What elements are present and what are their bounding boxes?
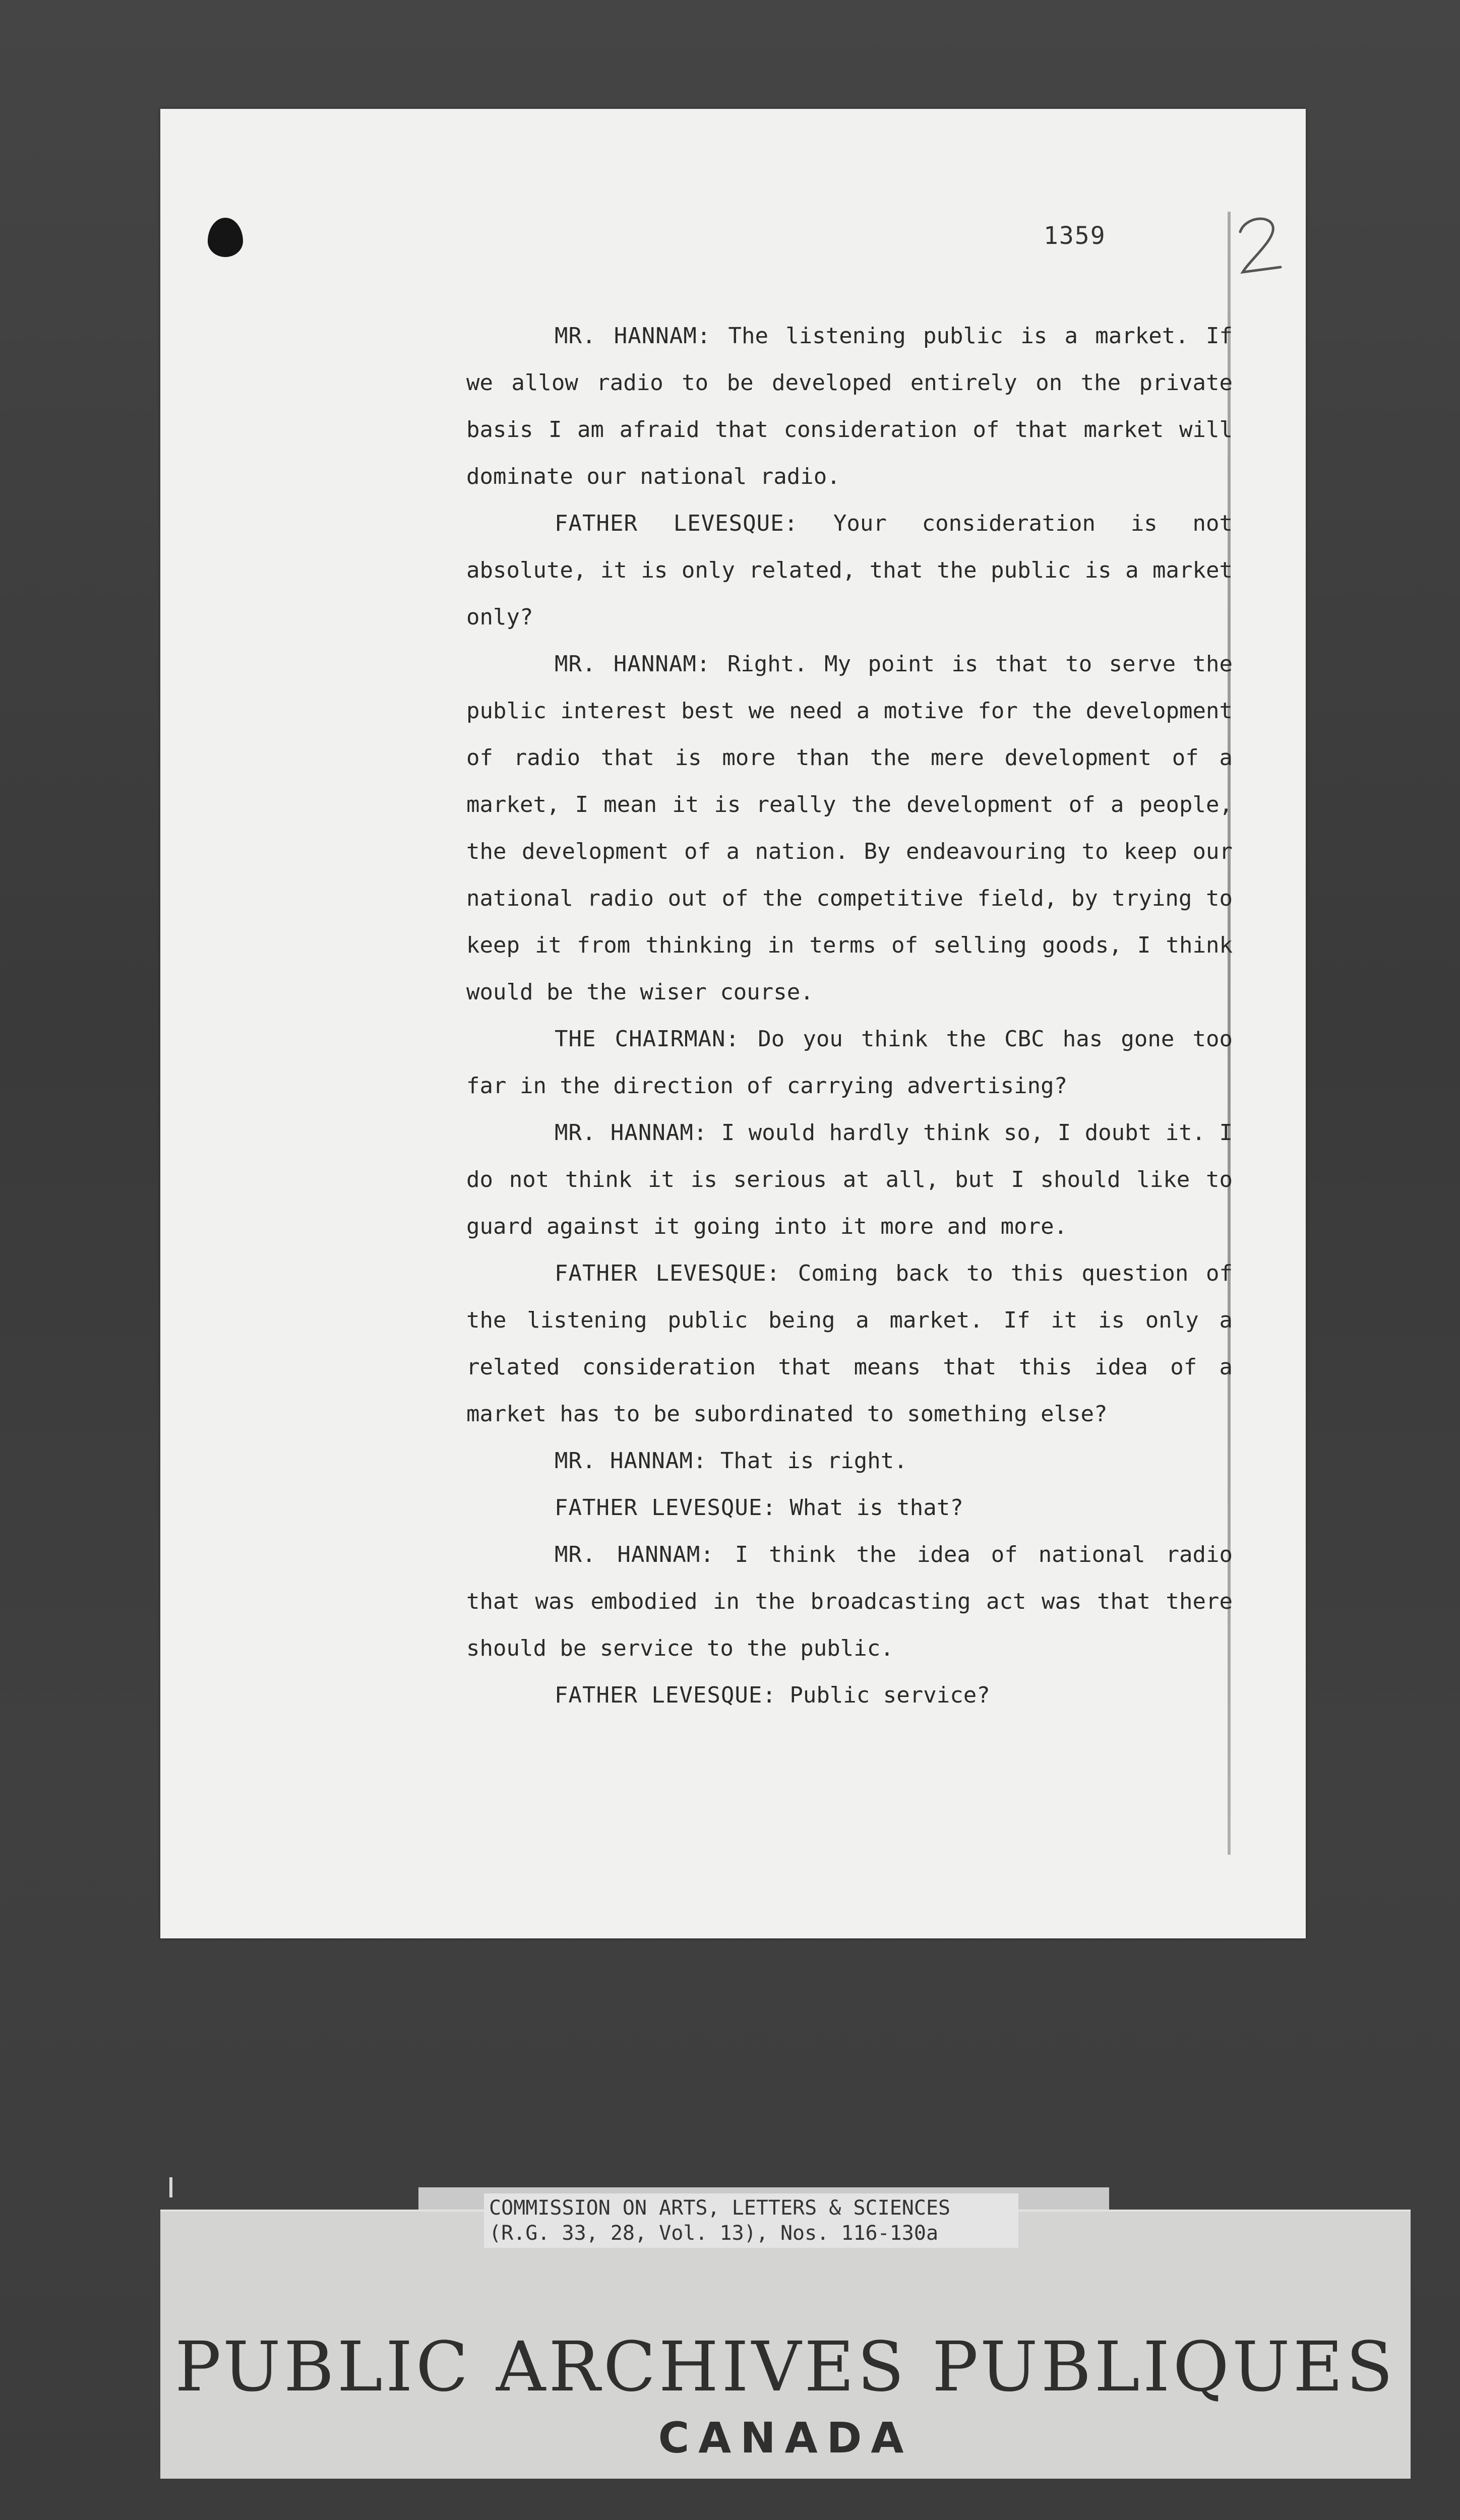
paragraph-text: Do you think the CBC has gone too far in the direction of carrying advertising? xyxy=(466,1026,1233,1099)
paragraph xyxy=(466,1250,1233,1437)
speaker-label: FATHER LEVESQUE: xyxy=(555,511,799,536)
paragraph-text: Right. My point is that to serve the public interest best we need a motive for the development of radio that is more than the mere development of a market, I mean it is really the development of a people, the development of a nation. By endeavouring to keep our national radio out of the competitive field, by trying to keep it from thinking in terms of selling goods, I think would be the wiser course. xyxy=(466,651,1233,1005)
speaker-label: MR. HANNAM: xyxy=(555,1448,707,1474)
handwritten-folio-mark xyxy=(1230,212,1291,282)
archive-country: CANADA xyxy=(658,2413,913,2463)
paragraph xyxy=(466,1484,1233,1531)
paragraph xyxy=(466,1672,1233,1719)
paragraph-text: I think the idea of national radio that was embodied in the broadcasting act was that there should be service to the public. xyxy=(466,1542,1233,1661)
paragraph-text: Coming back to this question of the listening public being a market. If it is only a related consideration that means that this idea of a market has to be subordinated to something else? xyxy=(466,1261,1233,1427)
transcript-body xyxy=(466,312,1233,1719)
speaker-label: MR. HANNAM: xyxy=(555,1542,714,1567)
citation-label xyxy=(484,2193,1018,2248)
paragraph xyxy=(466,1109,1233,1250)
paragraph xyxy=(466,1437,1233,1484)
speaker-label: THE CHAIRMAN: xyxy=(555,1026,740,1052)
speaker-label: MR. HANNAM: xyxy=(555,1120,708,1146)
paragraph-text: That is right. xyxy=(720,1448,907,1474)
paragraph-text: Public service? xyxy=(789,1682,990,1708)
speaker-label: FATHER LEVESQUE: xyxy=(555,1261,781,1286)
page-number: 1359 xyxy=(1044,222,1106,250)
paragraph-text: I would hardly think so, I doubt it. I do not think it is serious at all, but I should like to guard against it going into it more and more. xyxy=(466,1120,1233,1239)
speaker-label: MR. HANNAM: xyxy=(555,323,711,349)
paragraph xyxy=(466,1016,1233,1109)
paragraph xyxy=(466,500,1233,641)
paragraph xyxy=(466,312,1233,500)
paragraph-text: What is that? xyxy=(789,1495,963,1521)
paragraph xyxy=(466,1531,1233,1672)
citation-line-2: (R.G. 33, 28, Vol. 13), Nos. 116-130a xyxy=(489,2222,939,2245)
paragraph xyxy=(466,641,1233,1016)
archive-title: PUBLIC ARCHIVES PUBLIQUES xyxy=(174,2327,1396,2407)
speaker-label: MR. HANNAM: xyxy=(555,651,711,677)
speaker-label: FATHER LEVESQUE: xyxy=(555,1682,776,1708)
citation-line-1: COMMISSION ON ARTS, LETTERS & SCIENCES xyxy=(489,2196,951,2220)
film-tick xyxy=(169,2177,172,2197)
paragraph-text: Your consideration is not absolute, it is only related, that the public is a market only? xyxy=(466,511,1233,630)
archive-banner xyxy=(160,2210,1411,2479)
paragraph-text: The listening public is a market. If we allow radio to be developed entirely on the private basis I am afraid that consideration of that market will dominate our national radio. xyxy=(466,323,1233,489)
speaker-label: FATHER LEVESQUE: xyxy=(555,1495,776,1521)
